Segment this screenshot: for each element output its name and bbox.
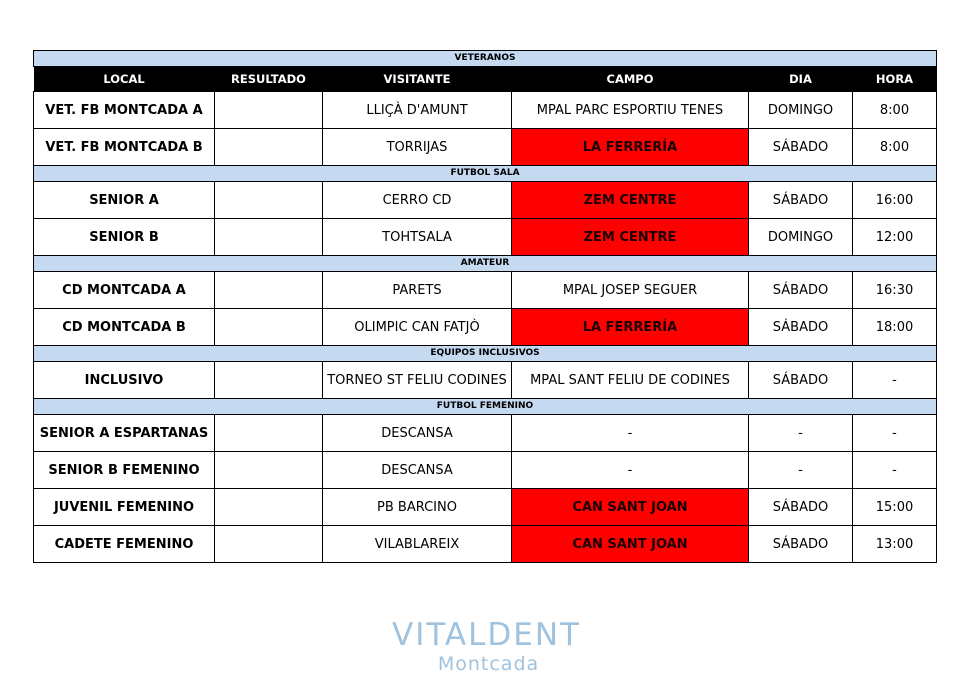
- cell-resultado: [215, 92, 323, 129]
- cell-resultado: [215, 129, 323, 166]
- section-row: [34, 399, 937, 415]
- table-row: [34, 272, 937, 309]
- cell-visitante: LLIÇÀ D'AMUNT: [323, 92, 512, 129]
- column-header: HORA: [853, 67, 937, 92]
- cell-resultado: [215, 452, 323, 489]
- cell-hora: 13:00: [853, 526, 937, 563]
- cell-campo: CAN SANT JOAN: [512, 526, 749, 563]
- cell-hora: 8:00: [853, 129, 937, 166]
- section-title: FUTBOL SALA: [34, 166, 937, 182]
- cell-local: SENIOR A: [34, 182, 215, 219]
- section-row: [34, 51, 937, 67]
- cell-local: INCLUSIVO: [34, 362, 215, 399]
- cell-resultado: [215, 272, 323, 309]
- cell-dia: SÁBADO: [749, 526, 853, 563]
- cell-campo: CAN SANT JOAN: [512, 489, 749, 526]
- cell-resultado: [215, 182, 323, 219]
- cell-visitante: DESCANSA: [323, 452, 512, 489]
- cell-visitante: PARETS: [323, 272, 512, 309]
- cell-campo: ZEM CENTRE: [512, 219, 749, 256]
- table-row: [34, 92, 937, 129]
- cell-campo: MPAL PARC ESPORTIU TENES: [512, 92, 749, 129]
- table-row: [34, 182, 937, 219]
- section-row: [34, 346, 937, 362]
- cell-resultado: [215, 219, 323, 256]
- cell-visitante: VILABLAREIX: [323, 526, 512, 563]
- cell-hora: 18:00: [853, 309, 937, 346]
- cell-campo: -: [512, 415, 749, 452]
- cell-visitante: DESCANSA: [323, 415, 512, 452]
- cell-resultado: [215, 489, 323, 526]
- cell-dia: -: [749, 452, 853, 489]
- table-row: [34, 219, 937, 256]
- cell-hora: 12:00: [853, 219, 937, 256]
- cell-dia: SÁBADO: [749, 129, 853, 166]
- cell-campo: MPAL JOSEP SEGUER: [512, 272, 749, 309]
- column-header: VISITANTE: [323, 67, 512, 92]
- column-header: CAMPO: [512, 67, 749, 92]
- cell-dia: SÁBADO: [749, 272, 853, 309]
- logo-brand: VITALDENT: [392, 617, 581, 653]
- section-title: VETERANOS: [34, 51, 937, 67]
- table-row: [34, 489, 937, 526]
- cell-local: SENIOR B: [34, 219, 215, 256]
- cell-dia: SÁBADO: [749, 489, 853, 526]
- cell-visitante: TORRIJAS: [323, 129, 512, 166]
- cell-hora: 16:00: [853, 182, 937, 219]
- cell-campo: LA FERRERÍA: [512, 129, 749, 166]
- cell-resultado: [215, 415, 323, 452]
- cell-visitante: TORNEO ST FELIU CODINES: [323, 362, 512, 399]
- table-row: [34, 452, 937, 489]
- column-header: LOCAL: [34, 67, 215, 92]
- cell-local: CD MONTCADA B: [34, 309, 215, 346]
- cell-visitante: PB BARCINO: [323, 489, 512, 526]
- cell-dia: SÁBADO: [749, 182, 853, 219]
- cell-hora: 16:30: [853, 272, 937, 309]
- cell-resultado: [215, 526, 323, 563]
- cell-local: SENIOR B FEMENINO: [34, 452, 215, 489]
- cell-campo: ZEM CENTRE: [512, 182, 749, 219]
- cell-campo: LA FERRERÍA: [512, 309, 749, 346]
- schedule-body: [34, 51, 937, 563]
- cell-hora: -: [853, 362, 937, 399]
- section-title: FUTBOL FEMENINO: [34, 399, 937, 415]
- section-title: EQUIPOS INCLUSIVOS: [34, 346, 937, 362]
- cell-local: CD MONTCADA A: [34, 272, 215, 309]
- section-title: AMATEUR: [34, 256, 937, 272]
- cell-local: VET. FB MONTCADA B: [34, 129, 215, 166]
- cell-hora: 8:00: [853, 92, 937, 129]
- cell-dia: DOMINGO: [749, 219, 853, 256]
- cell-hora: 15:00: [853, 489, 937, 526]
- column-header-row: [34, 67, 937, 92]
- cell-hora: -: [853, 415, 937, 452]
- match-schedule-table: [33, 50, 937, 563]
- cell-visitante: TOHTSALA: [323, 219, 512, 256]
- section-row: [34, 166, 937, 182]
- cell-local: CADETE FEMENINO: [34, 526, 215, 563]
- cell-local: JUVENIL FEMENINO: [34, 489, 215, 526]
- table-row: [34, 309, 937, 346]
- column-header: DIA: [749, 67, 853, 92]
- cell-campo: MPAL SANT FELIU DE CODINES: [512, 362, 749, 399]
- cell-hora: -: [853, 452, 937, 489]
- cell-dia: DOMINGO: [749, 92, 853, 129]
- column-header: RESULTADO: [215, 67, 323, 92]
- cell-campo: -: [512, 452, 749, 489]
- cell-resultado: [215, 309, 323, 346]
- logo-location: Montcada: [437, 653, 540, 675]
- cell-dia: SÁBADO: [749, 362, 853, 399]
- table-row: [34, 415, 937, 452]
- table-row: [34, 129, 937, 166]
- cell-visitante: OLIMPIC CAN FATJÒ: [323, 309, 512, 346]
- cell-local: SENIOR A ESPARTANAS: [34, 415, 215, 452]
- vitaldent-logo: [0, 618, 963, 676]
- table-row: [34, 362, 937, 399]
- cell-visitante: CERRO CD: [323, 182, 512, 219]
- table-row: [34, 526, 937, 563]
- cell-resultado: [215, 362, 323, 399]
- cell-dia: SÁBADO: [749, 309, 853, 346]
- cell-dia: -: [749, 415, 853, 452]
- cell-local: VET. FB MONTCADA A: [34, 92, 215, 129]
- section-row: [34, 256, 937, 272]
